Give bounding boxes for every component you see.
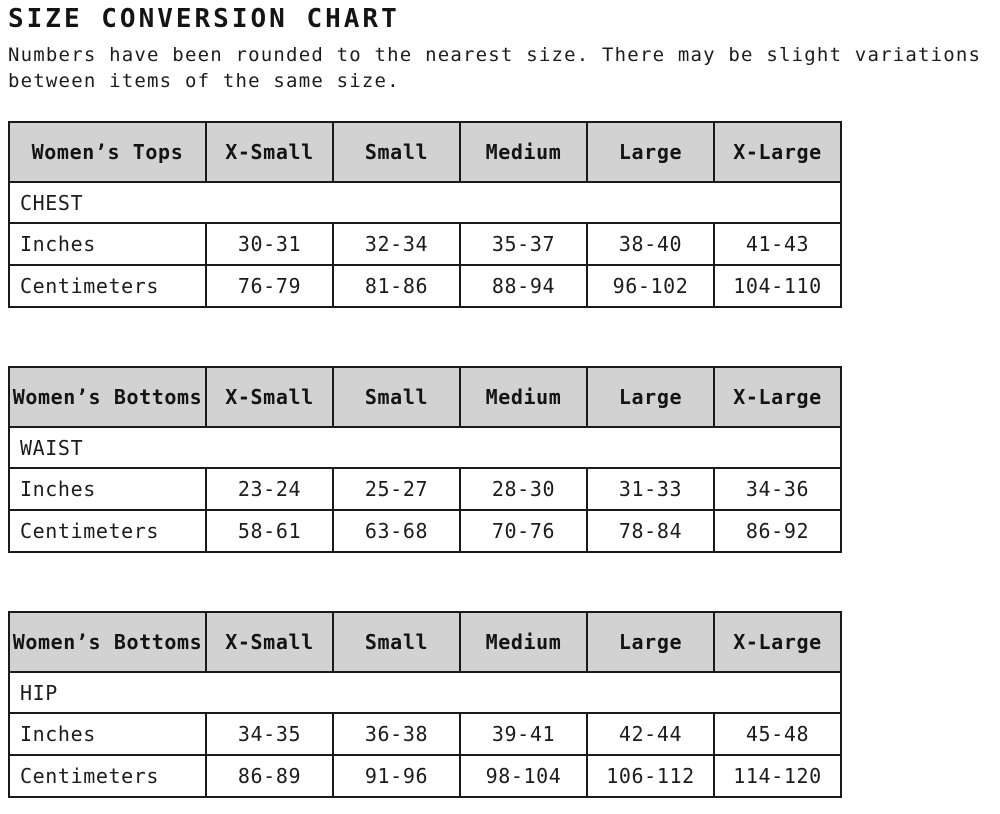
size-value: 76-79 [206,265,333,307]
table-row [9,510,841,552]
row-label: Centimeters [9,265,206,307]
size-value: 45-48 [714,713,841,755]
table-header-row [9,367,841,427]
size-value: 88-94 [460,265,587,307]
table-header-row [9,122,841,182]
header-cell-xlarge: X-Large [714,612,841,672]
table-row [9,265,841,307]
size-table-waist [8,366,842,553]
header-cell-xsmall: X-Small [206,122,333,182]
size-value: 106-112 [587,755,714,797]
header-cell-large: Large [587,612,714,672]
size-value: 23-24 [206,468,333,510]
header-cell-category: Women’s Bottoms [9,612,206,672]
row-label: Inches [9,468,206,510]
header-cell-medium: Medium [460,612,587,672]
size-value: 114-120 [714,755,841,797]
header-cell-xsmall: X-Small [206,612,333,672]
size-value: 34-36 [714,468,841,510]
size-value: 42-44 [587,713,714,755]
page-subtitle [8,42,992,94]
header-cell-category: Women’s Tops [9,122,206,182]
header-cell-medium: Medium [460,367,587,427]
subtitle-line: Numbers have been rounded to the nearest size. There may be slight variations [8,44,982,66]
section-row [9,182,841,223]
section-label: WAIST [9,427,841,468]
size-value: 36-38 [333,713,460,755]
row-label: Centimeters [9,510,206,552]
size-table-hip [8,611,842,798]
table-header-row [9,612,841,672]
size-table-chest [8,121,842,308]
size-value: 78-84 [587,510,714,552]
size-value: 63-68 [333,510,460,552]
row-label: Inches [9,223,206,265]
section-row [9,672,841,713]
size-value: 28-30 [460,468,587,510]
size-value: 31-33 [587,468,714,510]
header-cell-small: Small [333,367,460,427]
header-cell-large: Large [587,367,714,427]
header-cell-xsmall: X-Small [206,367,333,427]
size-value: 35-37 [460,223,587,265]
size-tables [8,121,992,798]
size-value: 25-27 [333,468,460,510]
size-value: 96-102 [587,265,714,307]
size-value: 41-43 [714,223,841,265]
size-value: 81-86 [333,265,460,307]
header-cell-xlarge: X-Large [714,122,841,182]
row-label: Inches [9,713,206,755]
size-value: 32-34 [333,223,460,265]
subtitle-line: between items of the same size. [8,70,400,92]
header-cell-category: Women’s Bottoms [9,367,206,427]
size-value: 104-110 [714,265,841,307]
size-value: 91-96 [333,755,460,797]
size-value: 70-76 [460,510,587,552]
table-row [9,755,841,797]
table-row [9,468,841,510]
size-value: 30-31 [206,223,333,265]
header-cell-xlarge: X-Large [714,367,841,427]
size-value: 38-40 [587,223,714,265]
header-cell-large: Large [587,122,714,182]
row-label: Centimeters [9,755,206,797]
size-value: 58-61 [206,510,333,552]
size-value: 39-41 [460,713,587,755]
page-title: SIZE CONVERSION CHART [8,4,400,34]
size-value: 98-104 [460,755,587,797]
header-cell-small: Small [333,612,460,672]
size-value: 86-89 [206,755,333,797]
section-label: CHEST [9,182,841,223]
table-row [9,223,841,265]
section-row [9,427,841,468]
header-cell-small: Small [333,122,460,182]
table-row [9,713,841,755]
header-cell-medium: Medium [460,122,587,182]
size-value: 86-92 [714,510,841,552]
section-label: HIP [9,672,841,713]
size-value: 34-35 [206,713,333,755]
